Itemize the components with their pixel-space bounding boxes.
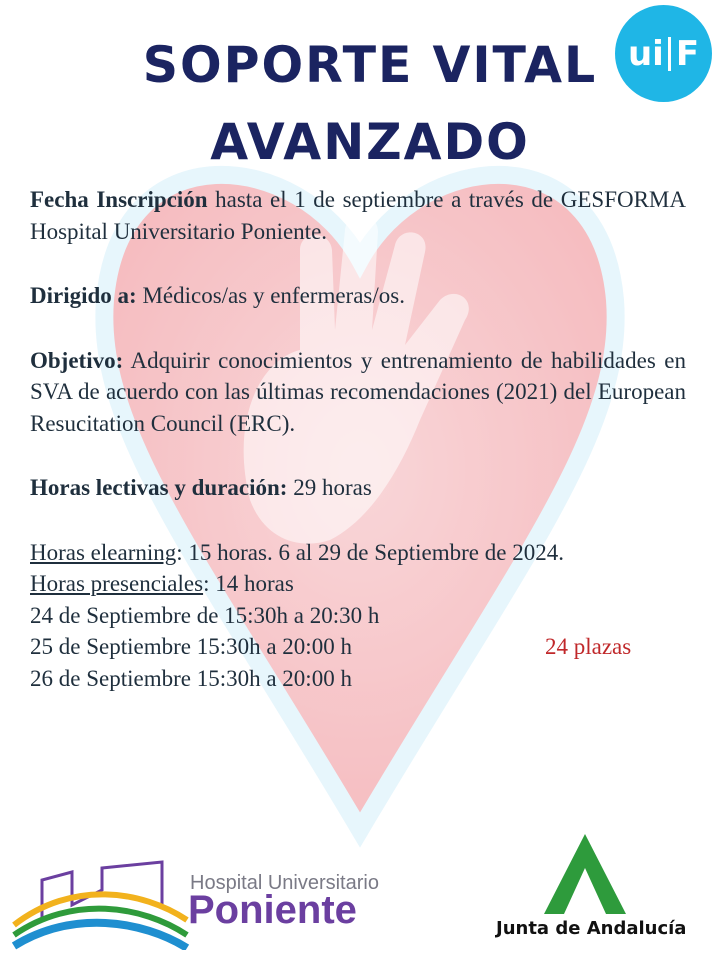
junta-andalucia-logo-icon <box>540 830 630 920</box>
audience-text: Médicos/as y enfermeras/os. <box>136 283 405 308</box>
session-1: 24 de Septiembre de 15:30h a 20:30 h <box>30 602 380 628</box>
course-info <box>30 184 686 694</box>
elearning-label: Horas elearning <box>30 539 177 565</box>
presential-text: : 14 horas <box>203 571 294 596</box>
hours-label: Horas lectivas y duración: <box>30 475 288 500</box>
audience-label: Dirigido a: <box>30 283 137 308</box>
junta-andalucia-text: Junta de Andalucía <box>496 918 687 939</box>
plazas-count: 24 plazas <box>545 634 632 659</box>
session-2: 25 de Septiembre 15:30h a 20:00 h <box>30 634 352 659</box>
hours-paragraph <box>30 472 686 504</box>
session-2-row <box>30 631 686 663</box>
elearning-paragraph <box>30 537 686 569</box>
uif-logo-left: ui <box>627 33 664 74</box>
inscription-label: Fecha Inscripción <box>30 187 208 212</box>
inscription-text: hasta el 1 de septiembre a través de GESFORMA Hospital Universitario Poniente. <box>30 187 686 244</box>
hospital-name-line-2: Poniente <box>188 888 357 932</box>
hours-text: 29 horas <box>287 475 372 500</box>
elearning-text: : 15 horas. 6 al 29 de Septiembre de 2024. <box>176 539 564 565</box>
presential-paragraph <box>30 568 686 600</box>
uif-logo <box>615 5 712 102</box>
objective-paragraph <box>30 345 686 440</box>
title-line-2: AVANZADO <box>210 113 530 171</box>
audience-paragraph <box>30 280 686 312</box>
inscription-paragraph <box>30 184 686 247</box>
uif-logo-right: F <box>675 33 700 74</box>
objective-text: Adquirir conocimientos y entrenamiento de habilidades en SVA de acuerdo con las últimas recomendaciones (2021) del European Resucitation Council (ERC). <box>30 347 686 436</box>
session-3: 26 de Septiembre 15:30h a 20:00 h <box>30 665 352 691</box>
presential-label: Horas presenciales <box>30 571 204 596</box>
title-line-1: SOPORTE VITAL <box>142 36 598 94</box>
hospital-name-line-1: Hospital Universitario <box>190 872 379 894</box>
objective-label: Objetivo: <box>30 347 124 373</box>
